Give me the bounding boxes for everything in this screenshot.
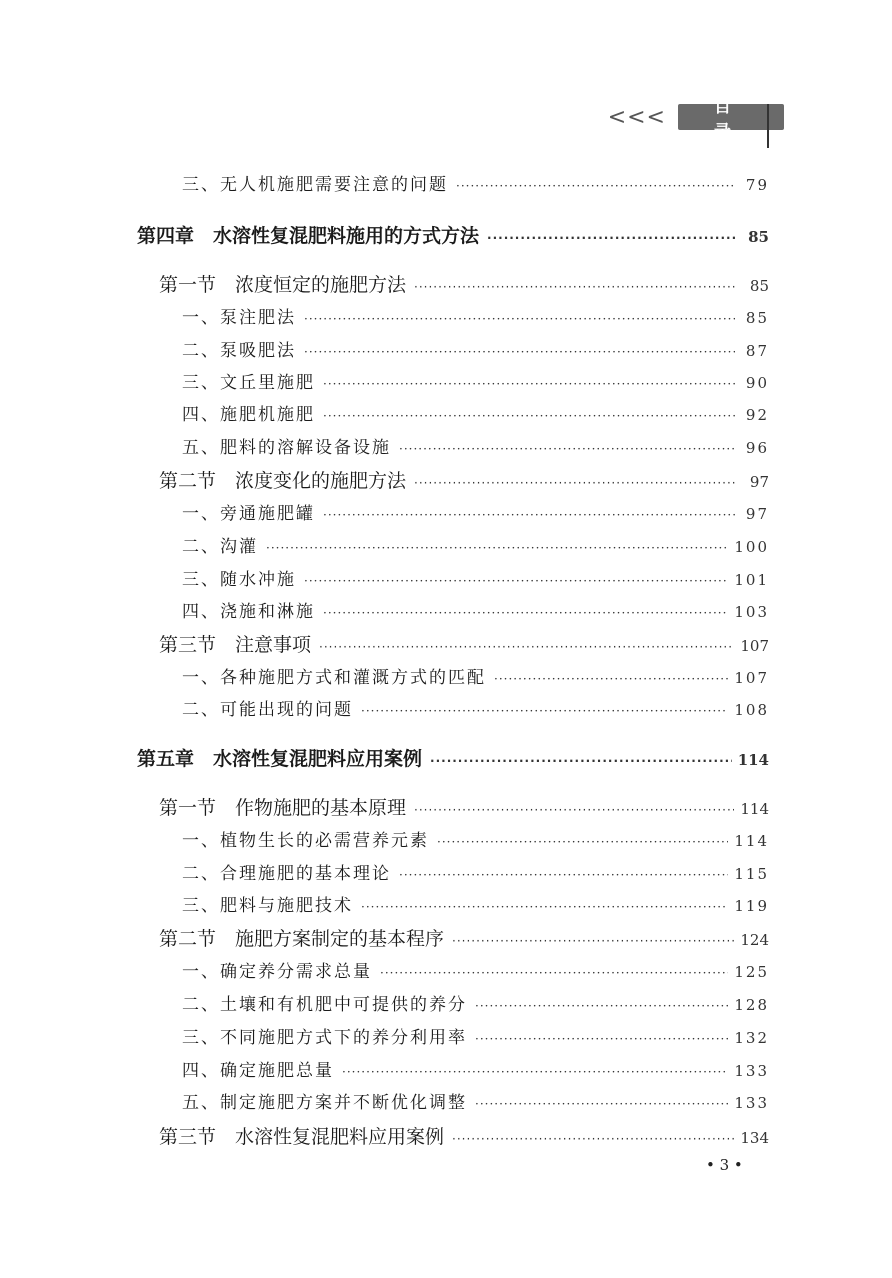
dot-leader	[475, 1032, 728, 1046]
contents-badge: 目 录	[678, 104, 784, 130]
dot-leader	[452, 934, 734, 948]
toc-page-number: 85	[748, 228, 769, 246]
toc-item-row[interactable]	[182, 368, 769, 393]
toc-item-row[interactable]	[182, 663, 769, 688]
toc-entry-title: 第三节 注意事项	[159, 634, 312, 656]
toc-section-row[interactable]	[159, 630, 769, 657]
toc-page-number: 114	[734, 832, 769, 850]
toc-page-number: 79	[745, 176, 769, 194]
dot-leader	[399, 868, 728, 882]
toc-entry-title: 三、肥料与施肥技术	[182, 896, 353, 916]
toc-entry-title: 二、土壤和有机肥中可提供的养分	[182, 995, 467, 1015]
toc-entry-title: 第一节 作物施肥的基本原理	[159, 797, 407, 819]
toc-item-row[interactable]	[182, 499, 769, 524]
toc-page-number: 128	[734, 996, 769, 1014]
toc-entry-title: 二、泵吸肥法	[182, 341, 296, 361]
dot-leader	[475, 1097, 728, 1111]
toc-entry-title: 一、泵注肥法	[182, 308, 296, 328]
dot-leader	[323, 606, 728, 620]
toc-page-number: 115	[734, 865, 769, 883]
dot-leader	[323, 508, 735, 522]
dot-leader	[342, 1065, 728, 1079]
toc-item-row[interactable]	[182, 303, 769, 328]
dot-leader	[304, 345, 735, 359]
dot-leader	[319, 640, 734, 654]
dot-leader	[414, 280, 735, 294]
toc-section-row[interactable]	[159, 466, 769, 493]
toc-entry-title: 二、沟灌	[182, 537, 258, 557]
toc-page-number: 119	[734, 897, 769, 915]
toc-entry-title: 第二节 施肥方案制定的基本程序	[159, 928, 445, 950]
toc-item-row[interactable]	[182, 826, 769, 851]
toc-entry-title: 四、施肥机施肥	[182, 405, 315, 425]
dot-leader	[323, 377, 735, 391]
toc-entry-title: 第四章 水溶性复混肥料施用的方式方法	[137, 225, 480, 247]
toc-entry-title: 四、浇施和淋施	[182, 602, 315, 622]
toc-item-row[interactable]	[182, 400, 769, 425]
dot-leader	[361, 900, 728, 914]
toc-page-number: 85	[749, 277, 769, 295]
toc-chapter-row[interactable]	[137, 744, 769, 771]
toc-page-number: 92	[745, 406, 769, 424]
dot-leader	[323, 409, 735, 423]
toc-page-number: 97	[749, 473, 769, 491]
toc-entry-title: 第一节 浓度恒定的施肥方法	[159, 274, 407, 296]
dot-leader	[437, 835, 728, 849]
dot-leader	[266, 541, 728, 555]
dot-leader	[414, 803, 734, 817]
dot-leader	[452, 1132, 734, 1146]
toc-entry-title: 二、合理施肥的基本理论	[182, 864, 391, 884]
toc-entry-title: 三、随水冲施	[182, 570, 296, 590]
toc-page-number: 87	[745, 342, 769, 360]
toc-item-row[interactable]	[182, 565, 769, 590]
dot-leader	[494, 672, 728, 686]
toc-page-number: 101	[734, 571, 769, 589]
toc-chapter-row[interactable]	[137, 221, 769, 248]
toc-entry-title: 第五章 水溶性复混肥料应用案例	[137, 748, 423, 770]
dot-leader	[456, 179, 735, 193]
toc-entry-title: 三、不同施肥方式下的养分利用率	[182, 1028, 467, 1048]
toc-item-row[interactable]	[182, 433, 769, 458]
dot-leader	[380, 966, 728, 980]
toc-item-row[interactable]	[182, 597, 769, 622]
dot-leader	[414, 476, 735, 490]
toc-page-number: 132	[734, 1029, 769, 1047]
toc-item-row[interactable]	[182, 1056, 769, 1081]
toc-section-row[interactable]	[159, 793, 769, 820]
toc-item-row[interactable]	[182, 170, 769, 195]
toc-item-row[interactable]	[182, 859, 769, 884]
toc-page-number: 133	[734, 1062, 769, 1080]
toc-page-number: 100	[734, 538, 769, 556]
chevron-left-icon: <<<	[607, 104, 666, 130]
toc-page-number: 114	[740, 800, 769, 818]
toc-item-row[interactable]	[182, 1088, 769, 1113]
toc-item-row[interactable]	[182, 532, 769, 557]
toc-entry-title: 一、植物生长的必需营养元素	[182, 831, 429, 851]
toc-page-number: 108	[734, 701, 769, 719]
toc-page-number: 134	[740, 1129, 769, 1147]
toc-entry-title: 四、确定施肥总量	[182, 1061, 334, 1081]
toc-page-number: 103	[734, 603, 769, 621]
dot-leader	[361, 704, 728, 718]
toc-page-number: 107	[734, 669, 769, 687]
toc-item-row[interactable]	[182, 1023, 769, 1048]
running-header	[607, 97, 784, 142]
toc-page-number: 124	[740, 931, 769, 949]
header-rule	[767, 104, 769, 148]
dot-leader	[399, 442, 735, 456]
dot-leader	[475, 999, 728, 1013]
toc-page-number: 114	[737, 751, 769, 769]
dot-leader	[430, 754, 732, 768]
toc-page-number: 90	[745, 374, 769, 392]
toc-entry-title: 第二节 浓度变化的施肥方法	[159, 470, 407, 492]
toc-page-number: 97	[745, 505, 769, 523]
toc-entry-title: 一、各种施肥方式和灌溉方式的匹配	[182, 668, 486, 688]
toc-page-number: 133	[734, 1094, 769, 1112]
toc-page-number: 107	[740, 637, 769, 655]
toc-entry-title: 五、制定施肥方案并不断优化调整	[182, 1093, 467, 1113]
toc-section-row[interactable]	[159, 1122, 769, 1149]
page-number: • 3 •	[706, 1156, 743, 1174]
toc-page-number: 125	[734, 963, 769, 981]
toc-item-row[interactable]	[182, 990, 769, 1015]
dot-leader	[304, 574, 728, 588]
toc-entry-title: 一、旁通施肥罐	[182, 504, 315, 524]
toc-item-row[interactable]	[182, 957, 769, 982]
toc-item-row[interactable]	[182, 695, 769, 720]
toc-entry-title: 二、可能出现的问题	[182, 700, 353, 720]
toc-item-row[interactable]	[182, 891, 769, 916]
toc-section-row[interactable]	[159, 924, 769, 951]
toc-entry-title: 一、确定养分需求总量	[182, 962, 372, 982]
toc-section-row[interactable]	[159, 270, 769, 297]
toc-entry-title: 三、无人机施肥需要注意的问题	[182, 175, 448, 195]
toc-page-number: 85	[745, 309, 769, 327]
dot-leader	[487, 231, 735, 245]
toc-entry-title: 五、肥料的溶解设备设施	[182, 438, 391, 458]
toc-item-row[interactable]	[182, 336, 769, 361]
toc-page-number: 96	[745, 439, 769, 457]
toc-entry-title: 三、文丘里施肥	[182, 373, 315, 393]
dot-leader	[304, 312, 735, 326]
toc-entry-title: 第三节 水溶性复混肥料应用案例	[159, 1126, 445, 1148]
